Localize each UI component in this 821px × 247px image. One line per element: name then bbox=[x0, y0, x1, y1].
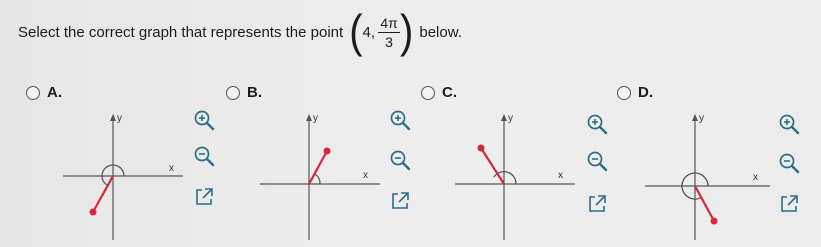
option-d-label: D. bbox=[638, 84, 653, 101]
option-a[interactable] bbox=[26, 84, 62, 101]
zoom-out-icon[interactable] bbox=[193, 145, 215, 167]
y-axis-label: y bbox=[508, 113, 513, 124]
zoom-in-icon[interactable] bbox=[778, 113, 800, 135]
graph-d bbox=[640, 108, 775, 240]
y-axis-label: y bbox=[117, 113, 122, 124]
fraction-numerator: 4π bbox=[380, 14, 398, 31]
zoom-in-icon[interactable] bbox=[389, 109, 411, 131]
zoom-out-icon[interactable] bbox=[389, 149, 411, 171]
terminal-ray bbox=[695, 186, 714, 221]
question-prefix: Select the correct graph that represents the point bbox=[18, 23, 344, 41]
option-c[interactable] bbox=[421, 84, 457, 101]
y-axis-label: y bbox=[313, 113, 318, 124]
paren-close: ) bbox=[400, 6, 414, 58]
plotted-point bbox=[478, 145, 485, 152]
graph-a bbox=[58, 108, 188, 240]
x-axis-label: x bbox=[363, 170, 368, 181]
zoom-out-icon[interactable] bbox=[778, 152, 800, 174]
option-c-label: C. bbox=[442, 84, 457, 101]
angle-fraction bbox=[378, 15, 400, 50]
zoom-out-icon[interactable] bbox=[586, 150, 608, 172]
option-c-radio[interactable] bbox=[421, 86, 435, 100]
fraction-denominator: 3 bbox=[385, 33, 393, 50]
pop-out-icon[interactable] bbox=[586, 193, 608, 215]
graph-c bbox=[450, 108, 580, 240]
y-axis-label: y bbox=[699, 113, 704, 124]
zoom-in-icon[interactable] bbox=[193, 109, 215, 131]
pop-out-icon[interactable] bbox=[193, 186, 215, 208]
y-axis-arrow bbox=[501, 114, 507, 121]
option-a-label: A. bbox=[47, 84, 62, 101]
point-r: 4, bbox=[362, 23, 376, 41]
option-b-radio[interactable] bbox=[226, 86, 240, 100]
x-axis-label: x bbox=[558, 170, 563, 181]
zoom-in-icon[interactable] bbox=[586, 113, 608, 135]
terminal-ray bbox=[481, 148, 504, 184]
pop-out-icon[interactable] bbox=[389, 190, 411, 212]
graph-b bbox=[255, 108, 385, 240]
plotted-point bbox=[324, 148, 331, 155]
angle-arc bbox=[315, 174, 320, 184]
y-axis-arrow bbox=[306, 114, 312, 121]
x-axis-label: x bbox=[169, 163, 174, 174]
polar-point bbox=[349, 6, 414, 58]
y-axis-arrow bbox=[110, 114, 116, 121]
question-suffix: below. bbox=[419, 23, 462, 41]
y-axis-arrow bbox=[692, 114, 698, 121]
plotted-point bbox=[711, 218, 718, 225]
option-b[interactable] bbox=[226, 84, 262, 101]
question-text bbox=[18, 8, 462, 56]
x-axis-label: x bbox=[753, 172, 758, 183]
option-d-radio[interactable] bbox=[617, 86, 631, 100]
option-b-label: B. bbox=[247, 84, 262, 101]
fraction-bar bbox=[378, 32, 400, 33]
pop-out-icon[interactable] bbox=[778, 193, 800, 215]
terminal-ray bbox=[309, 151, 327, 184]
option-d[interactable] bbox=[617, 84, 653, 101]
option-a-radio[interactable] bbox=[26, 86, 40, 100]
paren-open: ( bbox=[349, 6, 363, 58]
plotted-point bbox=[90, 209, 97, 216]
